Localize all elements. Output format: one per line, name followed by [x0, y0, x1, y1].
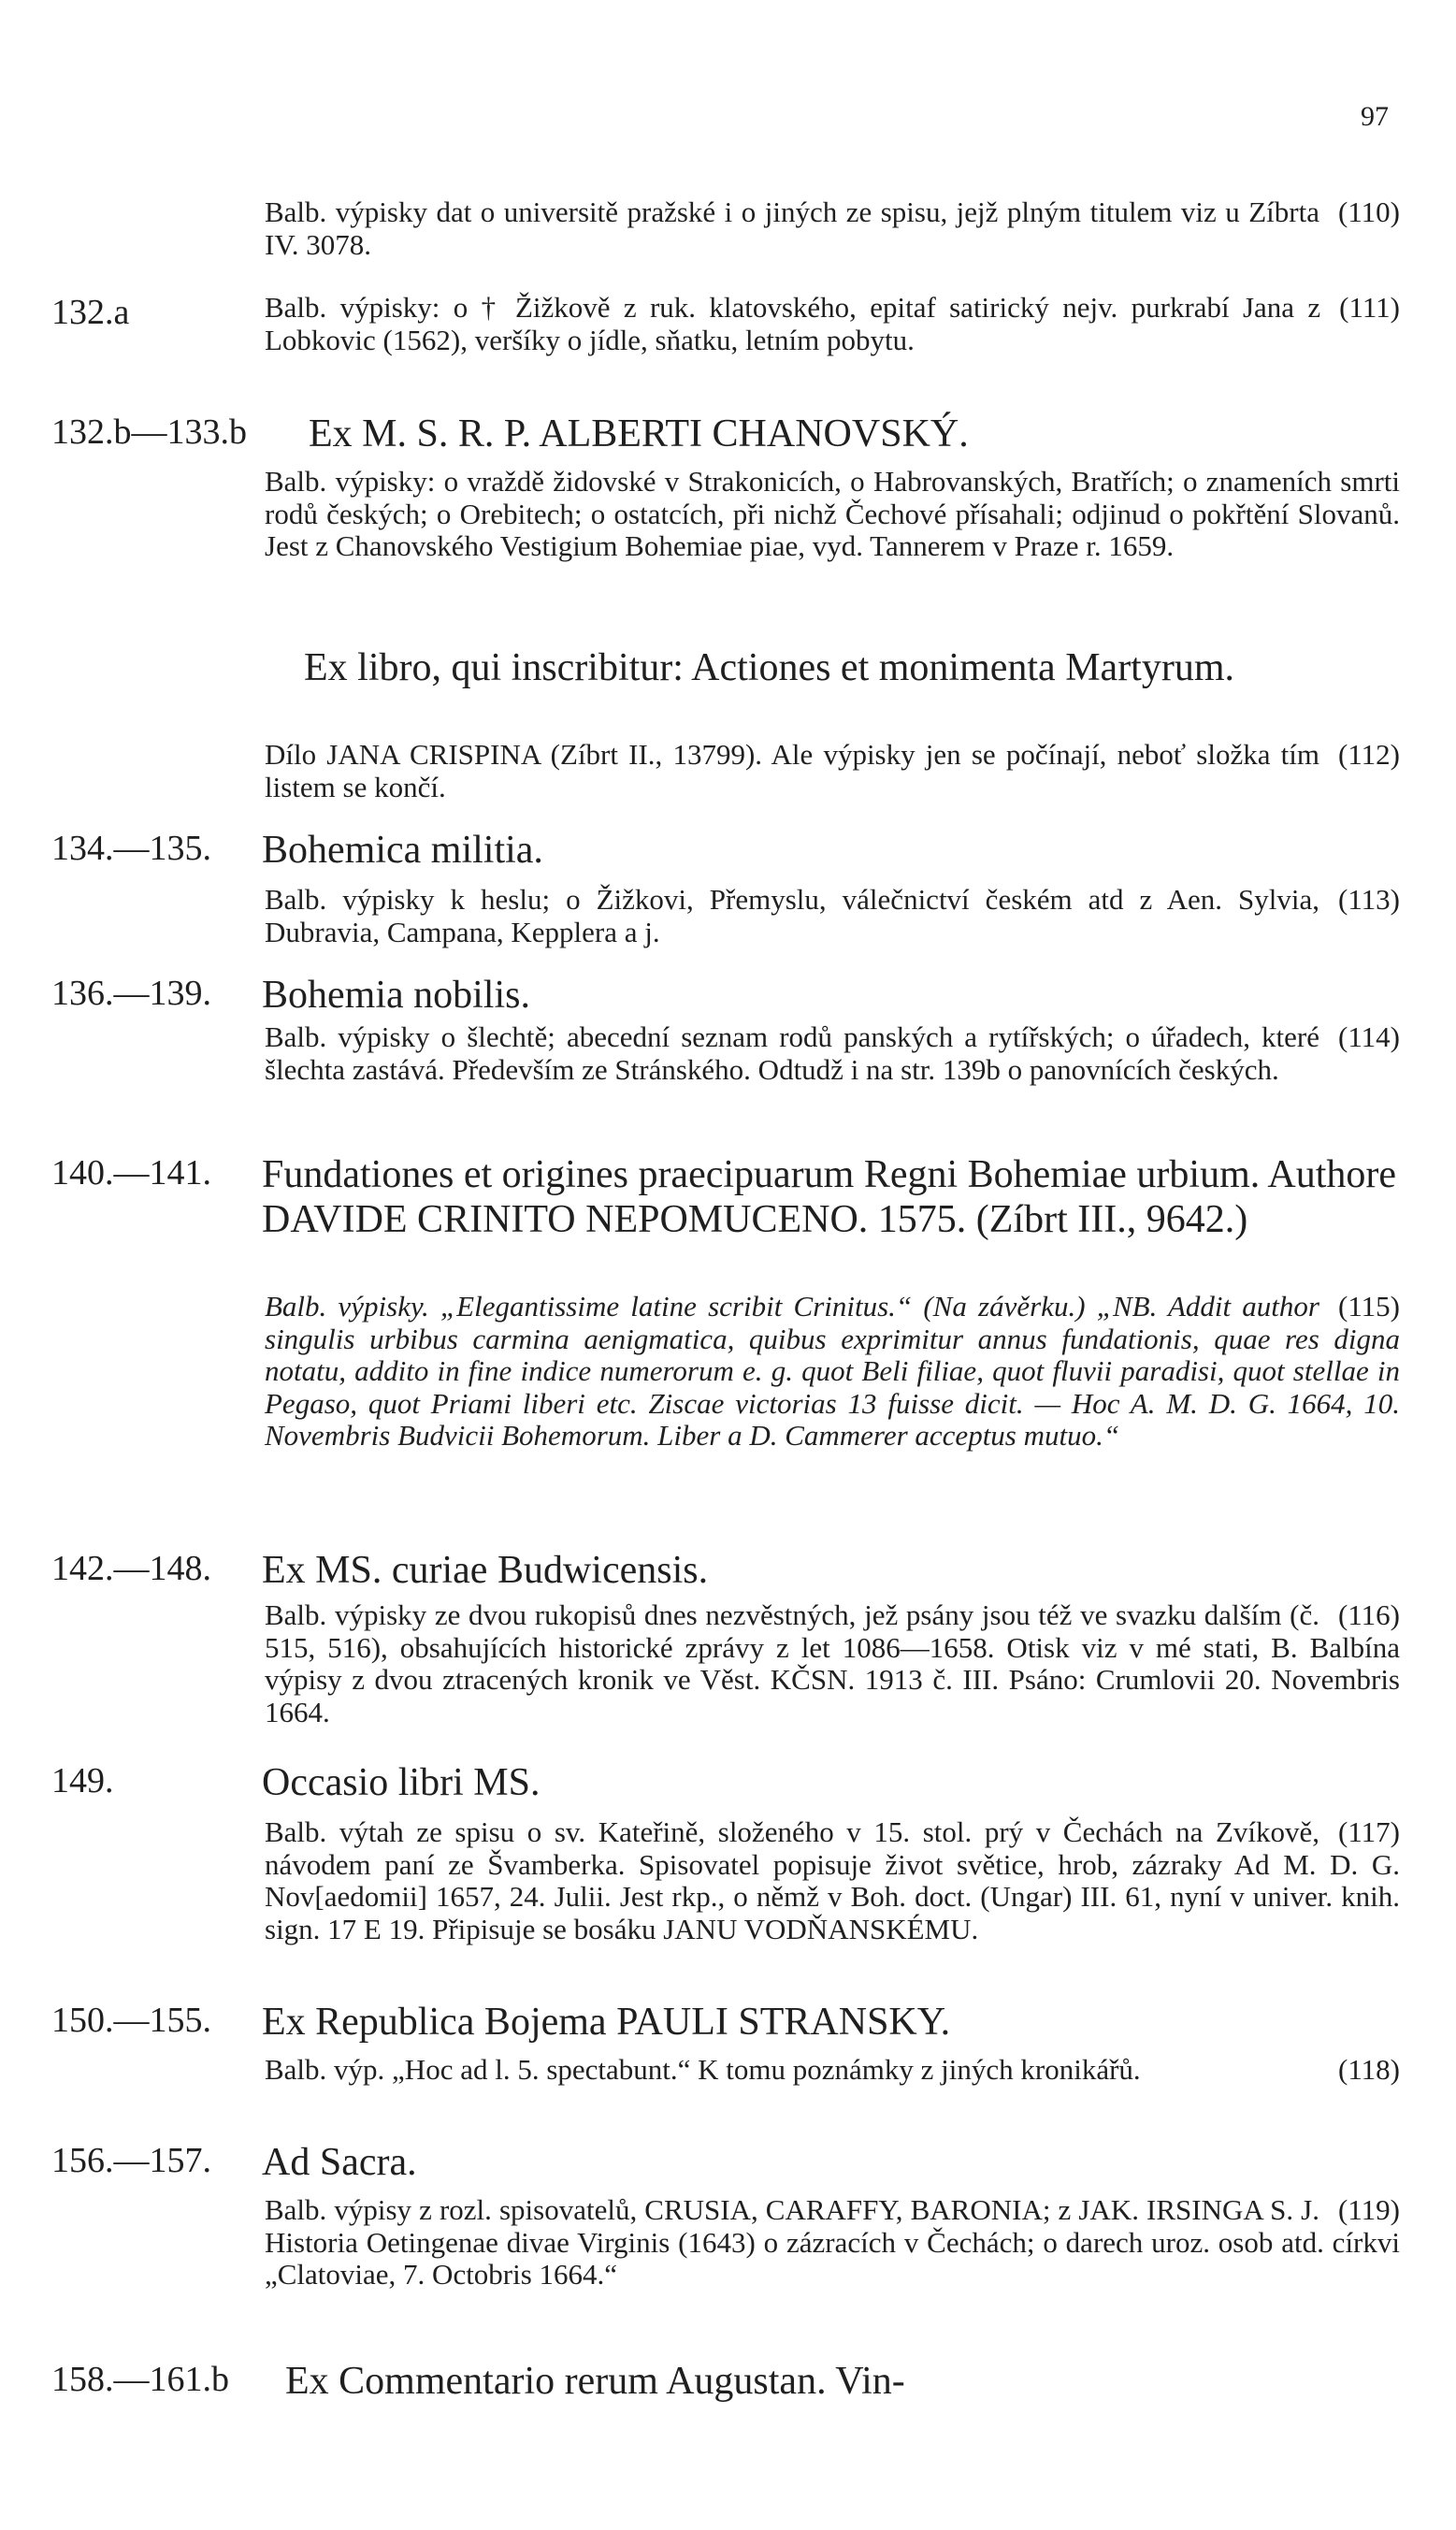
entry-number: 149. — [51, 1761, 114, 1800]
entry-number: 136.—139. — [51, 974, 211, 1013]
entry-number: 156.—157. — [51, 2141, 211, 2180]
entry-ref: (114) — [1338, 1020, 1400, 1053]
entry-heading: Ex M. S. R. P. ALBERTI CHANOVSKÝ. — [309, 412, 969, 455]
entry-ref: (110) — [1338, 195, 1400, 228]
entry-body: Balb. výpisky: o vraždě židovské v Strakonicích, o Habrovanských, Bratřích; o znameních smrti rodů českých; o Orebitech; o ostatcích, při nichž Čechové přísahali; odjinud o pokřtění Slovanů. Jest z Chanovského Vestigium Bohemiae piae, vyd. Tannerem v Praze r. 1659. — [265, 465, 1400, 562]
entry-body: (116) Balb. výpisky ze dvou rukopisů dnes nezvěstných, jež psány jsou též ve svazku dalším (č. 515, 516), obsahujících historické zprávy z let 1086—1658. Otisk viz v mé stati, B. Balbína výpisy z dvou ztracených kronik ve Věst. KČSN. 1913 č. III. Psáno: Crumlovii 20. Novembris 1664. — [265, 1598, 1400, 1728]
entry-body: (110) Balb. výpisky dat o universitě pražské i o jiných ze spisu, jejž plným titulem viz u Zíbrta IV. 3078. — [265, 195, 1400, 261]
entry-number: 132.a — [51, 293, 130, 332]
entry-ref: (111) — [1339, 291, 1400, 324]
entry-heading: Fundationes et origines praecipuarum Regni Bohemiae urbium. Authore DAVIDE CRINITO NEPOMUCENO. 1575. (Zíbrt III., 9642.) — [262, 1153, 1397, 1241]
entry-number: 132.b—133.b — [51, 412, 247, 452]
entry-body: (118) Balb. výp. „Hoc ad l. 5. spectabunt.“ K tomu poznámky z jiných kronikářů. — [265, 2053, 1400, 2086]
entry-ref: (119) — [1338, 2193, 1400, 2226]
entry-number: 142.—148. — [51, 1549, 211, 1588]
entry-ref: (116) — [1338, 1598, 1400, 1631]
entry-body: (115) Balb. výpisky. „Elegantissime latine scribit Crinitus.“ (Na závěrku.) „NB. Addit author singulis urbibus carmina aenigmatica, quibus exprimitur annus fundationis, quae res digna notatu, addito in fine indice numerorum e. g. quot Beli filiae, quot fluvii paradisi, quot stellae in Pegaso, quot Priami liberi etc. Ziscae victorias 13 fuisse dicit. — Hoc A. M. D. G. 1664, 10. Novembris Budvicii Bohemorum. Liber a D. Cammerer acceptus mutuo.“ — [265, 1290, 1400, 1452]
entry-body: (113) Balb. výpisky k heslu; o Žižkovi, Přemyslu, válečnictví českém atd z Aen. Sylvia, Dubravia, Campana, Kepplera a j. — [265, 883, 1400, 948]
entry-heading: Ex MS. curiae Budwicensis. — [262, 1549, 709, 1592]
entry-heading: Bohemica militia. — [262, 829, 543, 872]
entry-body: (111) Balb. výpisky: o † Žižkově z ruk. klatovského, epitaf satirický nejv. purkrabí Jana z Lobkovic (1562), veršíky o jídle, sňatku, letním pobytu. — [265, 291, 1400, 356]
entry-heading: Ex Republica Bojema PAULI STRANSKY. — [262, 2001, 951, 2044]
page-number: 97 — [1361, 101, 1389, 132]
entry-heading: Ex Commentario rerum Augustan. Vin- — [285, 2360, 905, 2403]
entry-number: 134.—135. — [51, 829, 211, 868]
entry-heading: Bohemia nobilis. — [262, 974, 530, 1017]
entry-ref: (115) — [1338, 1290, 1400, 1323]
entry-number: 150.—155. — [51, 2001, 211, 2040]
entry-heading: Ex libro, qui inscribitur: Actiones et monimenta Martyrum. — [304, 646, 1234, 689]
entry-heading: Ad Sacra. — [262, 2141, 417, 2184]
entry-ref: (118) — [1338, 2053, 1400, 2086]
entry-number: 140.—141. — [51, 1153, 211, 1193]
entry-body: (114) Balb. výpisky o šlechtě; abecední seznam rodů panských a rytířských; o úřadech, které šlechta zastává. Především ze Stránského. Odtudž i na str. 139b o panovnících českých. — [265, 1020, 1400, 1086]
entry-ref: (112) — [1338, 738, 1400, 771]
entry-heading: Occasio libri MS. — [262, 1761, 541, 1804]
entry-body: (112) Dílo JANA CRISPINA (Zíbrt II., 13799). Ale výpisky jen se počínají, neboť složka tím listem se končí. — [265, 738, 1400, 803]
entry-body: (117) Balb. výtah ze spisu o sv. Kateřině, složeného v 15. stol. prý v Čechách na Zvíkově, návodem paní ze Švamberka. Spisovatel popisuje život světice, hrob, zázraky Ad M. D. G. Nov[aedomii] 1657, 24. Julii. Jest rkp., o němž v Boh. doct. (Ungar) III. 61, nyní v univer. knih. sign. 17 E 19. Připisuje se bosáku JANU VODŇANSKÉMU. — [265, 1815, 1400, 1945]
entry-body: (119) Balb. výpisy z rozl. spisovatelů, CRUSIA, CARAFFY, BARONIA; z JAK. IRSINGA S. J. Historia Oetingenae divae Virginis (1643) o zázracích v Čechách; o darech uroz. osob atd. církvi „Clatoviae, 7. Octobris 1664.“ — [265, 2193, 1400, 2291]
entry-ref: (113) — [1338, 883, 1400, 916]
entry-number: 158.—161.b — [51, 2360, 229, 2399]
entry-ref: (117) — [1338, 1815, 1400, 1848]
